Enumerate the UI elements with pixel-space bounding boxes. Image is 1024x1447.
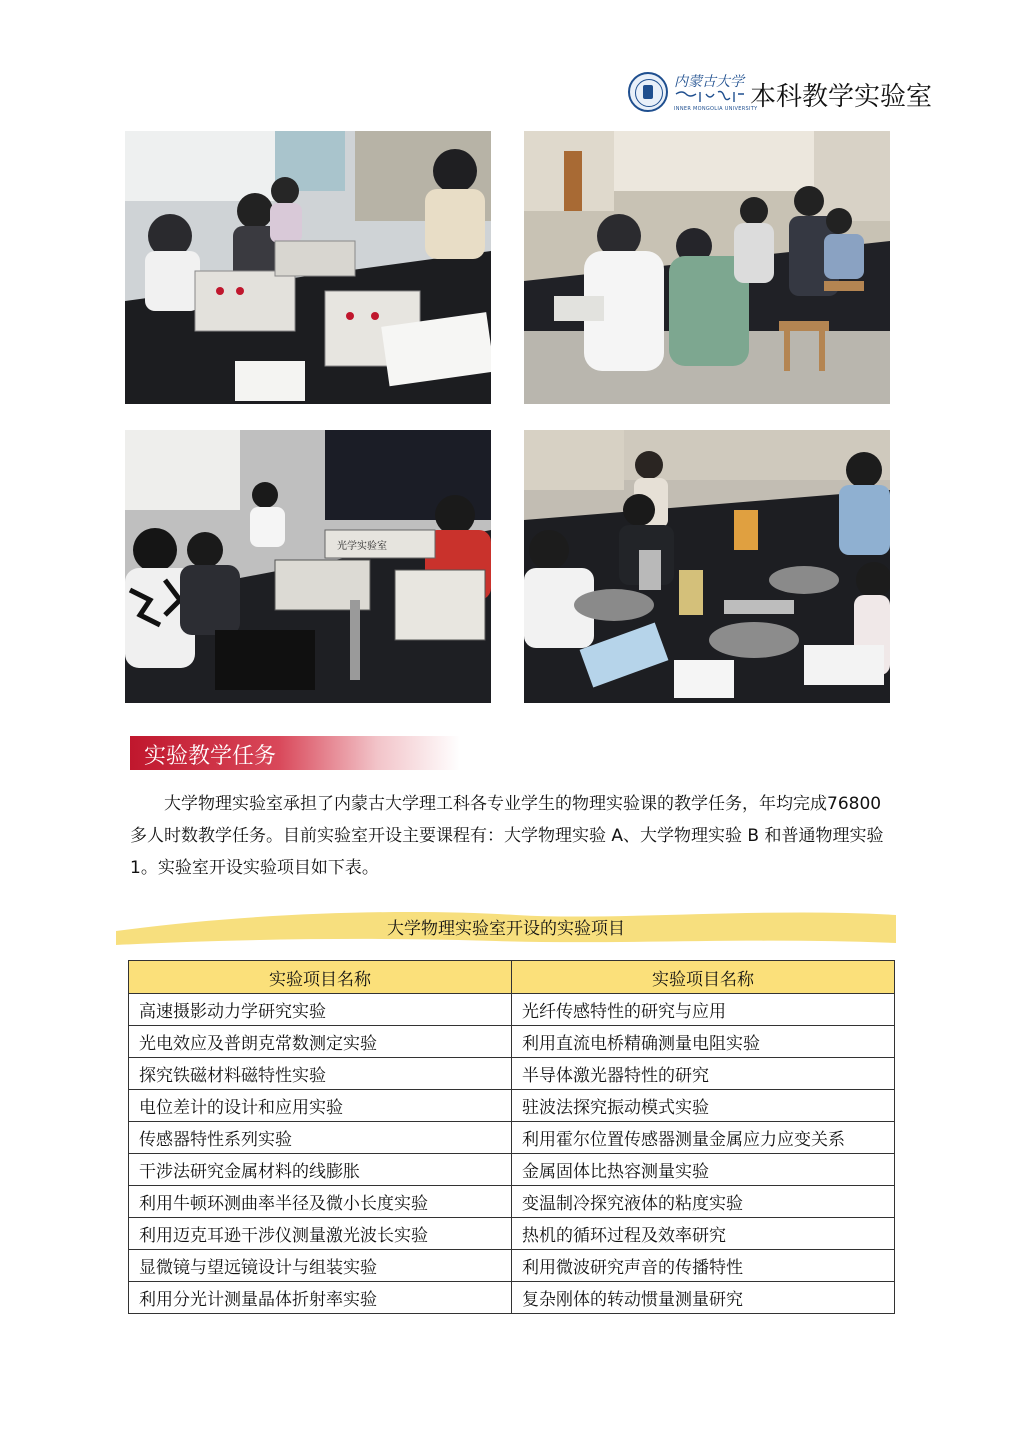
photo-3-bench-label: 光学实验室: [337, 541, 387, 552]
page-header: [626, 68, 933, 120]
lab-photo-3: [125, 430, 491, 703]
table-caption: 大学物理实验室开设的实验项目: [387, 919, 625, 939]
table-row: [129, 1058, 895, 1090]
table-cell: 干涉法研究金属材料的线膨胀: [129, 1154, 512, 1186]
table-row: [129, 1026, 895, 1058]
lab-photo-4-illustration: [524, 430, 890, 703]
table-cell: 金属固体比热容测量实验: [512, 1154, 895, 1186]
lab-photo-3-illustration: [125, 430, 491, 703]
university-seal-icon: [628, 72, 668, 112]
table-row: [129, 1122, 895, 1154]
page-header-title: 本科教学实验室: [750, 82, 933, 112]
table-cell: 利用霍尔位置传感器测量金属应力应变关系: [512, 1122, 895, 1154]
logo-mongolian-script-icon: [676, 92, 744, 103]
lab-photo-1-illustration: [125, 131, 491, 404]
table-row: [129, 1250, 895, 1282]
logo-calligraphy-icon: [674, 72, 746, 106]
lab-photo-4: [524, 430, 890, 703]
projects-table: [128, 960, 895, 1314]
table-cell: 利用直流电桥精确测量电阻实验: [512, 1026, 895, 1058]
table-cell: 显微镜与望远镜设计与组装实验: [129, 1250, 512, 1282]
table-cell: 利用微波研究声音的传播特性: [512, 1250, 895, 1282]
section-heading: [130, 736, 460, 770]
table-cell: 变温制冷探究液体的粘度实验: [512, 1186, 895, 1218]
university-logo-script: [674, 72, 746, 106]
table-cell: 热机的循环过程及效率研究: [512, 1218, 895, 1250]
intro-paragraph: 大学物理实验室承担了内蒙古大学理工科各专业学生的物理实验课的教学任务，年均完成76800 多人时数教学任务。目前实验室开设主要课程有：大学物理实验 A、大学物理实验 B 和普通物理实验 1。实验室开设实验项目如下表。: [130, 794, 884, 878]
logo-english-name: INNER MONGOLIA UNIVERSITY: [674, 106, 758, 112]
table-cell: 电位差计的设计和应用实验: [129, 1090, 512, 1122]
table-row: [129, 1282, 895, 1314]
table-header-row: [129, 961, 895, 994]
table-header-cell: 实验项目名称: [512, 961, 895, 994]
lab-photo-2-illustration: [524, 131, 890, 404]
table-cell: 驻波法探究振动模式实验: [512, 1090, 895, 1122]
table-header-cell: 实验项目名称: [129, 961, 512, 994]
table-cell: 利用分光计测量晶体折射率实验: [129, 1282, 512, 1314]
logo-script-text: 内蒙古大学: [674, 74, 744, 90]
table-row: [129, 1090, 895, 1122]
table-cell: 利用迈克耳逊干涉仪测量激光波长实验: [129, 1218, 512, 1250]
intro-text: [130, 788, 900, 884]
table-cell: 复杂刚体的转动惯量测量研究: [512, 1282, 895, 1314]
lab-photo-2: [524, 131, 890, 404]
table-cell: 传感器特性系列实验: [129, 1122, 512, 1154]
table-cell: 探究铁磁材料磁特性实验: [129, 1058, 512, 1090]
table-row: [129, 1154, 895, 1186]
table-row: [129, 1218, 895, 1250]
table-cell: 利用牛顿环测曲率半径及微小长度实验: [129, 1186, 512, 1218]
table-cell: 高速摄影动力学研究实验: [129, 994, 512, 1026]
table-row: [129, 994, 895, 1026]
table-caption-band: [116, 905, 896, 945]
table-cell: 半导体激光器特性的研究: [512, 1058, 895, 1090]
table-cell: 光电效应及普朗克常数测定实验: [129, 1026, 512, 1058]
section-title: 实验教学任务: [144, 744, 277, 769]
table-row: [129, 1186, 895, 1218]
lab-photo-1: [125, 131, 491, 404]
table-cell: 光纤传感特性的研究与应用: [512, 994, 895, 1026]
